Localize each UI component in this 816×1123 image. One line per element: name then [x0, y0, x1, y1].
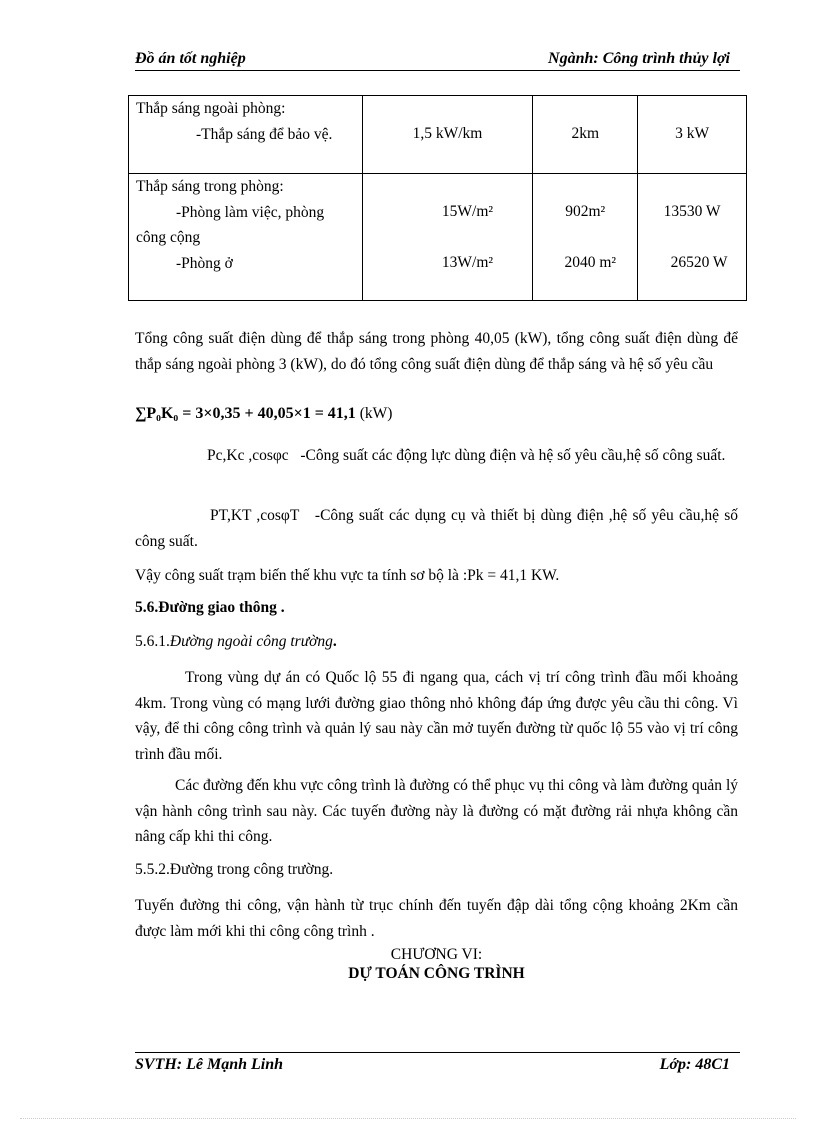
table-row: [129, 96, 747, 174]
pc-symbol: Pc,Kc ,cosφc: [207, 447, 289, 464]
pt-text: -Công suất các dụng cụ và thiết bị dùng điện ,hệ số yêu cầu,hệ số công suất.: [135, 507, 738, 550]
cell-unit: 15W/m²: [441, 203, 494, 220]
row-item: -Phòng ở: [176, 254, 233, 272]
chapter-number: CHƯƠNG VI:: [390, 946, 483, 963]
row-item-cont: công cộng: [136, 229, 201, 246]
header-left: Đồ án tốt nghiệp: [135, 50, 246, 67]
table-row: [129, 174, 747, 301]
heading-number: 5.6.1.: [135, 633, 170, 650]
section-heading-5-5-2: 5.5.2.Đường trong công trường.: [135, 861, 334, 878]
cell-total: 3 kW: [638, 96, 747, 174]
heading-text: Đường ngoài công trường: [169, 633, 333, 650]
paragraph-pt: [135, 503, 738, 554]
lighting-table: [128, 95, 747, 301]
page-edge-divider: [20, 1118, 796, 1119]
formula: [135, 401, 738, 427]
paragraph-external-road: Trong vùng dự án có Quốc lộ 55 đi ngang qua, cách vị trí công trình đầu mối khoảng 4km. Trong vùng có mạng lưới đường giao thông nhỏ không đáp ứng được yêu cầu thi công. Vì vậy, để thi công công trình và quản lý sau này cần mở tuyến đường từ quốc lộ 55 vào vị trí công trình đầu mối.: [135, 669, 738, 763]
chapter-title: DỰ TOÁN CÔNG TRÌNH: [348, 965, 525, 982]
cell-total: 13530 W: [663, 203, 721, 220]
paragraph-total-power: Tổng công suất điện dùng để thắp sáng trong phòng 40,05 (kW), tổng công suất điện dùng để thắp sáng ngoài phòng 3 (kW), do đó tổng công suất điện dùng để thắp sáng và hệ số yêu cầu: [135, 330, 738, 373]
footer-right: Lớp: 48C1: [659, 1056, 730, 1073]
cell-qty: 2km: [533, 96, 638, 174]
section-heading-5-6-1: 5.6.1.Đường ngoài công trường.: [135, 633, 337, 650]
paragraph-pc: [135, 443, 738, 469]
paragraph-conclusion: Vậy công suất trạm biến thế khu vực ta tính sơ bộ là :Pk = 41,1 KW.: [135, 567, 560, 584]
row-item: -Thắp sáng để bảo vệ.: [196, 125, 333, 143]
pt-symbol: PT,KT ,cosφT: [210, 507, 300, 524]
section-heading-5-6: 5.6.Đường giao thông .: [135, 599, 285, 616]
cell-unit: 13W/m²: [441, 254, 494, 271]
cell-qty: 902m²: [565, 203, 606, 220]
page-header: [135, 50, 740, 71]
page-footer: [135, 1052, 740, 1074]
row-heading: Thắp sáng trong phòng:: [136, 178, 284, 195]
formula-unit: (kW): [359, 405, 393, 422]
paragraph-road-access: Các đường đến khu vực công trình là đường có thể phục vụ thi công và làm đường quản lý vận hành công trình sau này. Các tuyến đường này là đường có mặt đường rải nhựa không cần nâng cấp khi thi công.: [135, 777, 738, 845]
pc-text: -Công suất các động lực dùng điện và hệ số yêu cầu,hệ số công suất.: [300, 447, 726, 464]
cell-unit: 1,5 kW/km: [362, 96, 533, 174]
chapter-heading: [135, 945, 738, 983]
paragraph-internal-road: Tuyến đường thi công, vận hành từ trục chính đến tuyến đập dài tổng cộng khoảng 2Km cần được làm mới khi thi công công trình .: [135, 897, 738, 940]
footer-left: SVTH: Lê Mạnh Linh: [135, 1056, 284, 1073]
row-heading: Thắp sáng ngoài phòng:: [136, 100, 286, 117]
formula-expression: ∑P₀K₀ = 3×0,35 + 40,05×1 = 41,1: [135, 405, 356, 422]
row-item: -Phòng làm việc, phòng: [176, 203, 325, 221]
cell-total: 26520 W: [670, 254, 728, 271]
header-right: Ngành: Công trình thủy lợi: [548, 50, 730, 67]
cell-qty: 2040 m²: [564, 254, 617, 271]
